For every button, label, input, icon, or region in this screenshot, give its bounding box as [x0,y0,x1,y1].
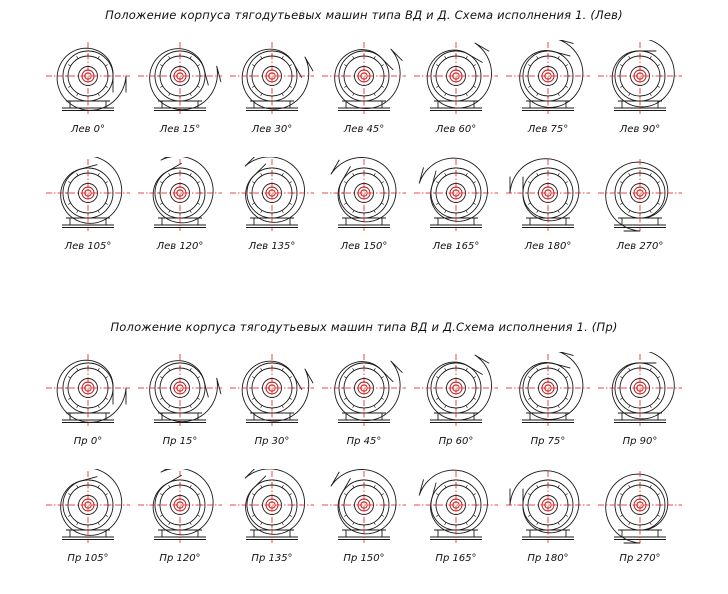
figure-label: Пр 105° [67,553,109,564]
fan-figure [410,157,502,237]
figure-label: Пр 120° [159,553,201,564]
fan-figure [318,352,410,432]
fan-figure [502,40,594,120]
fan-figure [594,157,686,237]
figure-label: Лев 0° [70,124,106,135]
figure-label: Пр 135° [251,553,293,564]
figure-row [0,352,728,447]
section-right-hand [0,320,728,564]
figure-label: Лев 120° [156,241,204,252]
figure-cell[interactable] [134,352,226,447]
fan-figure [226,157,318,237]
fan-figure [42,40,134,120]
figure-label: Пр 60° [438,436,474,447]
figure-label: Лев 150° [340,241,388,252]
section-left-hand [0,8,728,252]
figure-cell[interactable] [502,40,594,135]
section-title: Положение корпуса тягодутьевых машин типа ВД и Д. Схема исполнения 1. (Лев) [105,8,623,22]
figure-label: Пр 0° [73,436,103,447]
figure-label: Лев 90° [619,124,661,135]
figure-cell[interactable] [594,157,686,252]
figure-cell[interactable] [318,157,410,252]
figure-cell[interactable] [318,352,410,447]
figure-label: Лев 270° [616,241,664,252]
figure-cell[interactable] [226,469,318,564]
fan-figure [502,352,594,432]
figure-cell[interactable] [502,352,594,447]
figure-cell[interactable] [410,469,502,564]
figure-cell[interactable] [42,469,134,564]
fan-figure [42,469,134,549]
figure-label: Пр 270° [619,553,661,564]
figure-cell[interactable] [502,157,594,252]
fan-figure [134,469,226,549]
fan-figure [410,469,502,549]
fan-figure [502,469,594,549]
figure-cell[interactable] [226,40,318,135]
figure-label: Лев 75° [527,124,569,135]
figure-cell[interactable] [410,352,502,447]
fan-figure [134,157,226,237]
fan-figure [226,469,318,549]
figure-cell[interactable] [134,469,226,564]
figure-cell[interactable] [134,157,226,252]
fan-figure [134,40,226,120]
fan-figure [42,352,134,432]
figure-label: Лев 15° [159,124,201,135]
fan-figure [594,40,686,120]
figure-label: Лев 165° [432,241,480,252]
figure-cell[interactable] [42,157,134,252]
fan-figure [594,469,686,549]
figure-cell[interactable] [594,40,686,135]
fan-figure [594,352,686,432]
fan-figure [318,469,410,549]
figure-label: Пр 90° [622,436,658,447]
figure-label: Пр 150° [343,553,385,564]
fan-figure [318,40,410,120]
figure-cell[interactable] [318,40,410,135]
figure-label: Лев 45° [343,124,385,135]
figure-cell[interactable] [502,469,594,564]
figure-label: Пр 75° [530,436,566,447]
fan-figure [410,352,502,432]
section-title: Положение корпуса тягодутьевых машин типа ВД и Д.Схема исполнения 1. (Пр) [110,320,618,334]
figure-label: Пр 180° [527,553,569,564]
fan-figure [410,40,502,120]
figure-cell[interactable] [594,469,686,564]
figure-label: Пр 30° [254,436,290,447]
figure-cell[interactable] [42,40,134,135]
figure-label: Пр 165° [435,553,477,564]
figure-cell[interactable] [134,40,226,135]
figure-label: Лев 60° [435,124,477,135]
figure-cell[interactable] [226,352,318,447]
fan-figure [502,157,594,237]
figure-label: Лев 135° [248,241,296,252]
figure-row [0,40,728,135]
figure-label: Пр 15° [162,436,198,447]
fan-figure [226,352,318,432]
figure-cell[interactable] [318,469,410,564]
fan-figure [318,157,410,237]
figure-cell[interactable] [410,40,502,135]
figure-row [0,157,728,252]
fan-figure [134,352,226,432]
figure-label: Лев 105° [64,241,112,252]
figure-label: Лев 30° [251,124,293,135]
figure-cell[interactable] [226,157,318,252]
figure-cell[interactable] [42,352,134,447]
figure-label: Пр 45° [346,436,382,447]
figure-cell[interactable] [594,352,686,447]
fan-figure [42,157,134,237]
figure-row [0,469,728,564]
fan-figure [226,40,318,120]
figure-label: Лев 180° [524,241,572,252]
figure-cell[interactable] [410,157,502,252]
